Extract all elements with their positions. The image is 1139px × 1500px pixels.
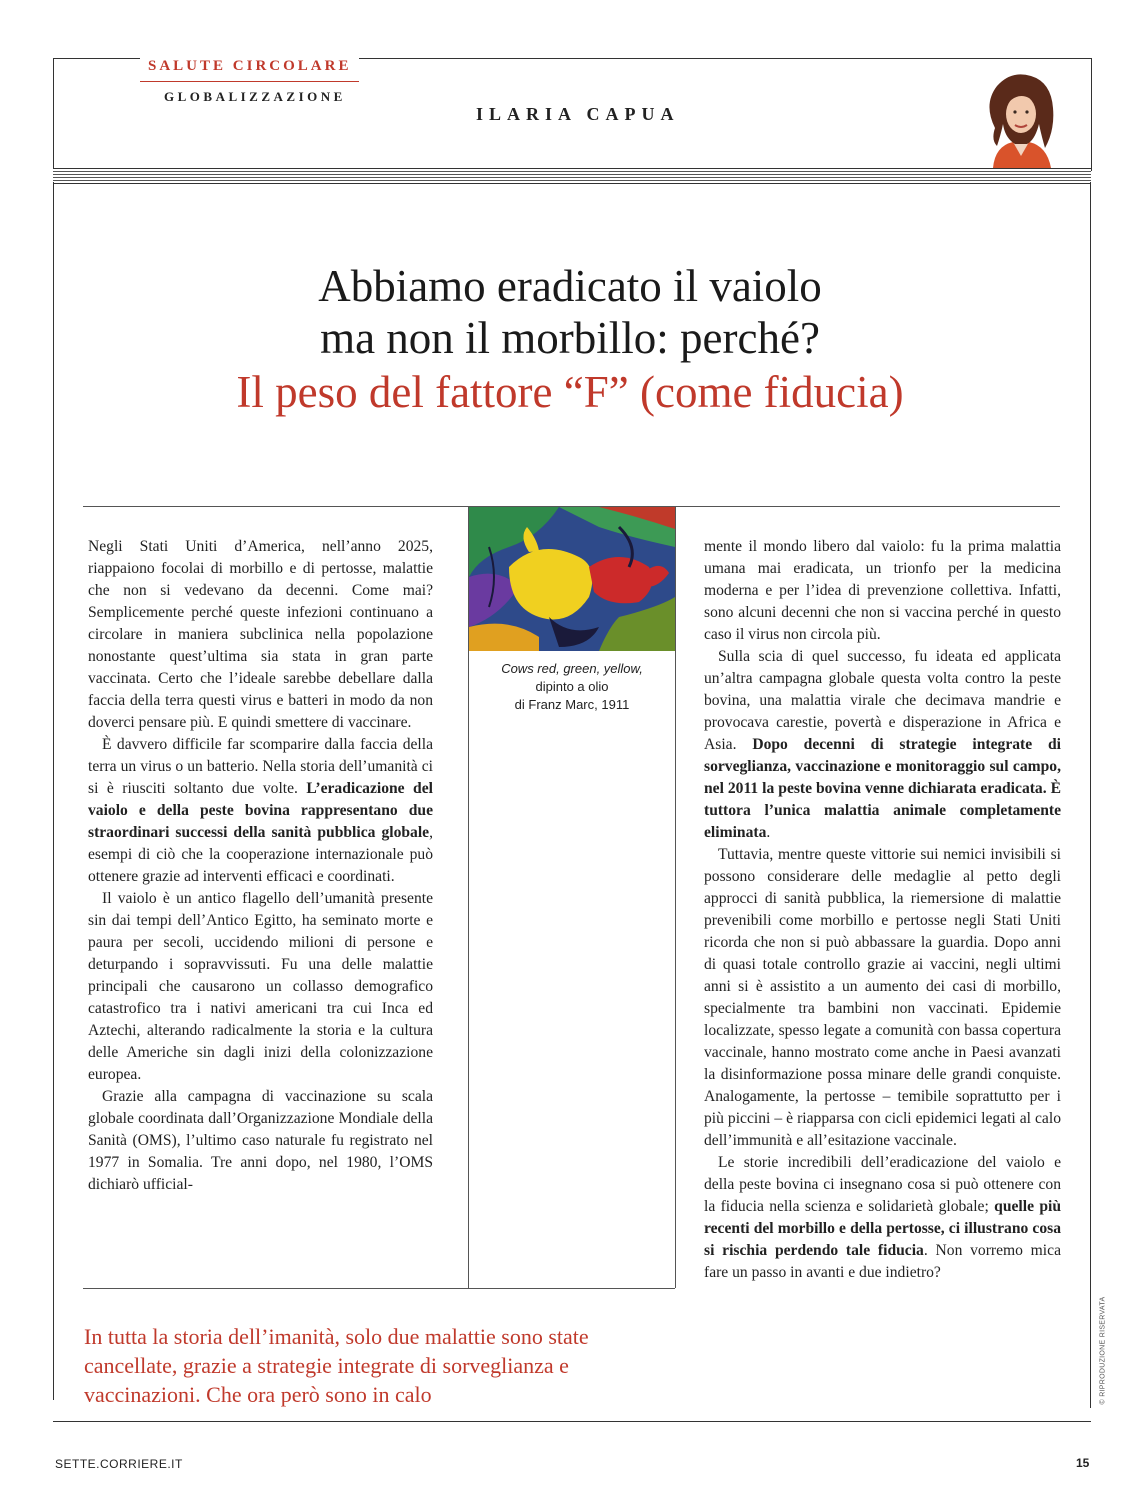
paragraph [704,1152,1061,1284]
paragraph [704,646,1061,844]
column-kicker: SALUTE CIRCOLARE [140,52,359,82]
paragraph: Il vaiolo è un antico flagello dell’umanità presente sin dai tempi dell’Antico Egitto, ha seminato morte e paura per secoli, uccidendo milioni di persone e deturpando i sopravvissuti. Fu una delle malattie principali che causarono un collasso demografico catastrofico tra i nativi americani tra cui Inca ed Aztechi, alterando radicalmente la storia e la cultura delle Americhe sin dagli inizi della colonizzazione europea. [88,890,433,1083]
pull-quote: In tutta la storia dell’imanità, solo due malattie sono state cancellate, grazie a strategie integrate di sorveglianza e vaccinazioni. Che ora però sono in calo [84,1324,589,1407]
caption-line: dipinto a olio [535,679,609,694]
headline-line-1: Abbiamo eradicato il vaiolo [318,261,822,311]
image-box-right-rule [675,506,676,1288]
author-portrait [975,68,1067,168]
paragraph-bold-text: L’eradicazione del vaiolo e della peste bovina rappresentano due straordinari successi della sanità pubblica globale [88,780,433,841]
caption-line: di Franz Marc, 1911 [514,697,630,712]
image-caption [472,660,672,714]
header-rule-stripes [53,168,1091,184]
page-border-left [53,182,54,1400]
paragraph-text: Sulla scia di quel successo, fu ideata ed applicata un’altra campagna globale questa volta contro la peste bovina, una malattia virale che decimava mandrie e provocava carestie, povertà e disperazione in Africa e Asia. [704,648,1061,753]
paragraph [88,734,433,888]
footer-rule [53,1421,1091,1422]
headline-block [100,260,1040,418]
paragraph-text: Le storie incredibili dell’eradicazione del vaiolo e della peste bovina ci insegnano cosa si può ottenere con la fiducia nella scienza e solidarietà globale; [704,1154,1061,1215]
paragraph-text: , esempi di ciò che la cooperazione internazionale può ottenere grazie ad interventi efficaci e coordinati. [88,824,433,885]
paragraph: Grazie alla campagna di vaccinazione su scala globale coordinata dall’Organizzazione Mondiale della Sanità (OMS), l’ultimo caso naturale fu registrato nel 1977 in Somalia. Tre anni dopo, nel 1980, l’OMS dichiarò ufficial- [88,1088,433,1193]
paragraph: Negli Stati Uniti d’America, nell’anno 2025, riappaiono focolai di morbillo e di pertosse, malattie che non si vedevano da decenni. Come mai? Semplicemente perché queste infezioni continuano a circolare in maniera subclinica nella popolazione nonostante quest’ultima sia stata in gran parte vaccinata. Certo che l’ideale sarebbe debellare dalla faccia della terra questi virus e batteri in modo da non doverci pensare più. E quindi smettere di vaccinare. [88,538,433,731]
author-name: ILARIA CAPUA [476,104,680,124]
headline-line-2: ma non il morbillo: perché? [320,313,820,363]
headline-subtitle: Il peso del fattore “F” (come fiducia) [236,367,904,417]
paragraph-text: . Non vorremo mica fare un passo in avanti e due indietro? [704,1242,1061,1281]
pull-quote-rule [83,1288,675,1289]
paragraph-bold-text: Dopo decenni di strategie integrate di sorveglianza, vaccinazione e monitoraggio sul campo, nel 2011 la peste bovina venne dichiarata eradicata. È tuttora l’unica malattia animale completamente eliminata [704,736,1061,841]
paragraph-text: . [766,824,771,841]
page-number: 15 [1076,1456,1090,1470]
caption-title: Cows red, green, yellow, [501,661,643,676]
article-column-1 [88,536,433,1196]
paragraph: mente il mondo libero dal vaiolo: fu la prima malattia umana mai eradicata, un trionfo per la medicina moderna e per l’idea di prevenzione collettiva. Infatti, sono alcuni decenni che non si vaccina perché in questo caso il virus non circola più. [704,538,1061,643]
paragraph-bold-text: quelle più recenti del morbillo e della pertosse, ci illustrano cosa si rischia perdendo tale fiducia [704,1198,1061,1259]
page-border-right [1090,182,1091,1408]
paragraph: Tuttavia, mentre queste vittorie sui nemici invisibili si possono considerare delle medaglie al petto degli approcci di sanità pubblica, la riemersione di malattie prevenibili come morbillo e pertosse negli Stati Uniti ricorda che non si può abbassare la guardia. Dopo anni di quasi totale controllo grazie ai vaccini, negli ultimi anni si è assistito a un aumento dei casi di morbillo, specialmente tra bambini non vaccinati. Epidemie localizzate, spesso legate a comunità con bassa copertura vaccinale, hanno mostrato come anche in Paesi avanzati la disinformazione possa minare delle grandi conquiste. Analogamente, la pertosse – temibile soprattutto per i più piccini – è riapparsa con cicli epidemici legati al calo dell’immunità e all’esitazione vaccinale. [704,846,1061,1149]
section-label: GLOBALIZZAZIONE [164,89,346,104]
paragraph-text: È davvero difficile far scomparire dalla faccia della terra un virus o un batterio. Nella storia dell’umanità ci si è riusciti soltanto due volte. [88,736,433,797]
copyright-credit [1096,1290,1108,1410]
article-column-2 [704,536,1061,1284]
painting-image [469,507,675,651]
footer-site: SETTE.CORRIERE.IT [55,1457,183,1471]
copyright-text: © RIPRODUZIONE RISERVATA [1099,1296,1107,1405]
